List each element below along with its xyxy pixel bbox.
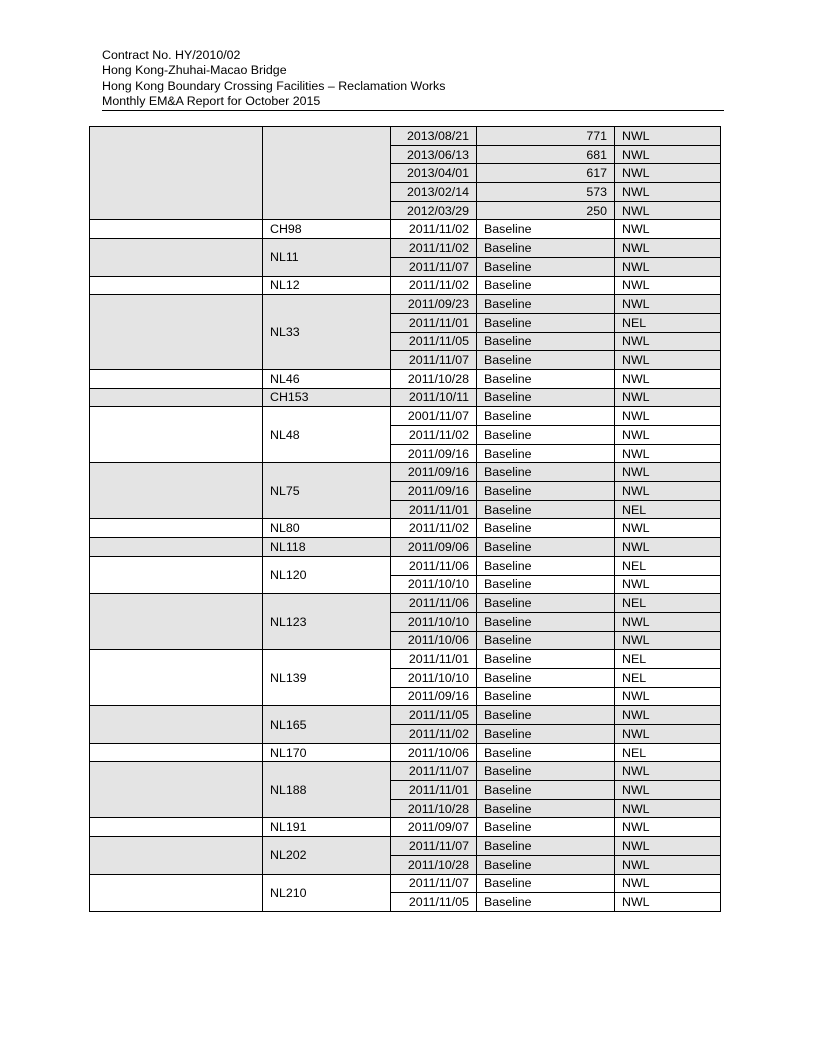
station-id-cell: NL188: [263, 762, 391, 818]
reference-cell: NWL: [615, 332, 721, 351]
date-cell: 2011/11/02: [391, 725, 477, 744]
table-row: [90, 743, 721, 762]
date-cell: 2013/04/01: [391, 164, 477, 183]
reference-cell: NEL: [615, 500, 721, 519]
station-id-cell: NL118: [263, 538, 391, 557]
value-cell: Baseline: [477, 725, 615, 744]
group-cell: [90, 295, 263, 370]
value-cell: Baseline: [477, 538, 615, 557]
group-cell: [90, 463, 263, 519]
value-cell: Baseline: [477, 631, 615, 650]
reference-cell: NWL: [615, 799, 721, 818]
value-cell: Baseline: [477, 855, 615, 874]
reference-cell: NWL: [615, 837, 721, 856]
station-id-cell: NL123: [263, 594, 391, 650]
date-cell: 2011/11/01: [391, 781, 477, 800]
reference-cell: NWL: [615, 220, 721, 239]
reference-cell: NWL: [615, 575, 721, 594]
date-cell: 2011/11/01: [391, 500, 477, 519]
date-cell: 2011/10/28: [391, 369, 477, 388]
group-cell: [90, 538, 263, 557]
station-id-cell: NL139: [263, 650, 391, 706]
value-cell: Baseline: [477, 482, 615, 501]
contract-number: Contract No. HY/2010/02: [102, 48, 241, 62]
group-cell: [90, 818, 263, 837]
value-cell: Baseline: [477, 426, 615, 445]
table-row: [90, 127, 721, 146]
date-cell: 2011/11/07: [391, 257, 477, 276]
reference-cell: NEL: [615, 668, 721, 687]
value-cell: Baseline: [477, 369, 615, 388]
project-subtitle: Hong Kong Boundary Crossing Facilities – Reclamation Works: [102, 78, 446, 93]
reference-cell: NWL: [615, 127, 721, 146]
group-cell: [90, 837, 263, 874]
date-cell: 2013/06/13: [391, 145, 477, 164]
group-cell: [90, 594, 263, 650]
station-id-cell: NL46: [263, 369, 391, 388]
reference-cell: NWL: [615, 631, 721, 650]
station-id-cell: CH153: [263, 388, 391, 407]
reference-cell: NWL: [615, 687, 721, 706]
date-cell: 2011/10/28: [391, 855, 477, 874]
table-row: [90, 538, 721, 557]
date-cell: 2012/03/29: [391, 201, 477, 220]
value-cell: Baseline: [477, 295, 615, 314]
date-cell: 2011/10/10: [391, 575, 477, 594]
date-cell: 2011/11/02: [391, 519, 477, 538]
table-row: [90, 220, 721, 239]
reference-cell: NWL: [615, 426, 721, 445]
value-cell: 681: [477, 145, 615, 164]
reference-cell: NWL: [615, 257, 721, 276]
station-id-cell: NL12: [263, 276, 391, 295]
reference-cell: NWL: [615, 276, 721, 295]
date-cell: 2011/11/05: [391, 706, 477, 725]
reference-cell: NWL: [615, 407, 721, 426]
reference-cell: NWL: [615, 369, 721, 388]
date-cell: 2011/10/06: [391, 631, 477, 650]
reference-cell: NWL: [615, 444, 721, 463]
reference-cell: NWL: [615, 482, 721, 501]
value-cell: Baseline: [477, 781, 615, 800]
table-row: [90, 369, 721, 388]
date-cell: 2011/09/06: [391, 538, 477, 557]
value-cell: Baseline: [477, 874, 615, 893]
header-divider: [102, 110, 724, 111]
reference-cell: NWL: [615, 781, 721, 800]
reference-cell: NWL: [615, 388, 721, 407]
value-cell: Baseline: [477, 650, 615, 669]
date-cell: 2011/11/06: [391, 556, 477, 575]
date-cell: 2011/09/16: [391, 444, 477, 463]
station-id-cell: NL191: [263, 818, 391, 837]
value-cell: Baseline: [477, 388, 615, 407]
date-cell: 2013/02/14: [391, 183, 477, 202]
table-row: [90, 239, 721, 258]
station-id-cell: NL80: [263, 519, 391, 538]
table-row: [90, 295, 721, 314]
table-row: [90, 837, 721, 856]
station-id-cell: NL33: [263, 295, 391, 370]
station-id-cell: NL165: [263, 706, 391, 743]
date-cell: 2011/10/10: [391, 668, 477, 687]
date-cell: 2011/11/02: [391, 426, 477, 445]
value-cell: 250: [477, 201, 615, 220]
value-cell: 771: [477, 127, 615, 146]
date-cell: 2011/10/06: [391, 743, 477, 762]
reference-cell: NWL: [615, 874, 721, 893]
group-cell: [90, 650, 263, 706]
reference-cell: NWL: [615, 893, 721, 912]
date-cell: 2011/11/06: [391, 594, 477, 613]
reference-cell: NWL: [615, 519, 721, 538]
station-id-cell: NL48: [263, 407, 391, 463]
group-cell: [90, 276, 263, 295]
reference-cell: NWL: [615, 145, 721, 164]
value-cell: Baseline: [477, 313, 615, 332]
value-cell: Baseline: [477, 799, 615, 818]
reference-cell: NEL: [615, 650, 721, 669]
table-body: [90, 127, 721, 912]
reference-cell: NWL: [615, 818, 721, 837]
report-title: Monthly EM&A Report for October 2015: [102, 94, 321, 109]
value-cell: Baseline: [477, 220, 615, 239]
group-cell: [90, 706, 263, 743]
group-cell: [90, 369, 263, 388]
reference-cell: NEL: [615, 594, 721, 613]
station-id-cell: NL75: [263, 463, 391, 519]
reference-cell: NWL: [615, 183, 721, 202]
date-cell: 2011/11/05: [391, 332, 477, 351]
table-row: [90, 706, 721, 725]
table-row: [90, 463, 721, 482]
station-id-cell: [263, 127, 391, 220]
reference-cell: NWL: [615, 463, 721, 482]
date-cell: 2011/11/02: [391, 276, 477, 295]
station-id-cell: NL11: [263, 239, 391, 276]
value-cell: Baseline: [477, 351, 615, 370]
value-cell: Baseline: [477, 257, 615, 276]
value-cell: Baseline: [477, 500, 615, 519]
group-cell: [90, 239, 263, 276]
value-cell: 617: [477, 164, 615, 183]
reference-cell: NWL: [615, 725, 721, 744]
station-id-cell: NL202: [263, 837, 391, 874]
value-cell: Baseline: [477, 444, 615, 463]
value-cell: Baseline: [477, 463, 615, 482]
group-cell: [90, 127, 263, 220]
table-row: [90, 818, 721, 837]
monitoring-table: [89, 126, 721, 912]
date-cell: 2011/11/07: [391, 762, 477, 781]
date-cell: 2011/09/16: [391, 482, 477, 501]
date-cell: 2011/10/28: [391, 799, 477, 818]
date-cell: 2011/11/02: [391, 220, 477, 239]
value-cell: Baseline: [477, 575, 615, 594]
station-id-cell: NL170: [263, 743, 391, 762]
table-row: [90, 556, 721, 575]
table-row: [90, 650, 721, 669]
reference-cell: NWL: [615, 855, 721, 874]
table-row: [90, 388, 721, 407]
value-cell: Baseline: [477, 407, 615, 426]
reference-cell: NWL: [615, 164, 721, 183]
value-cell: Baseline: [477, 519, 615, 538]
reference-cell: NWL: [615, 612, 721, 631]
group-cell: [90, 556, 263, 593]
date-cell: 2011/09/16: [391, 463, 477, 482]
reference-cell: NEL: [615, 743, 721, 762]
project-name: Hong Kong-Zhuhai-Macao Bridge: [102, 63, 287, 78]
group-cell: [90, 407, 263, 463]
value-cell: 573: [477, 183, 615, 202]
date-cell: 2011/11/05: [391, 893, 477, 912]
group-cell: [90, 743, 263, 762]
date-cell: 2011/09/16: [391, 687, 477, 706]
station-id-cell: NL210: [263, 874, 391, 911]
value-cell: Baseline: [477, 276, 615, 295]
value-cell: Baseline: [477, 837, 615, 856]
value-cell: Baseline: [477, 668, 615, 687]
table-row: [90, 276, 721, 295]
group-cell: [90, 388, 263, 407]
value-cell: Baseline: [477, 239, 615, 258]
group-cell: [90, 874, 263, 911]
station-id-cell: NL120: [263, 556, 391, 593]
table-row: [90, 762, 721, 781]
date-cell: 2011/09/23: [391, 295, 477, 314]
reference-cell: NWL: [615, 295, 721, 314]
table-row: [90, 407, 721, 426]
date-cell: 2011/11/07: [391, 837, 477, 856]
date-cell: 2011/11/01: [391, 650, 477, 669]
table-row: [90, 874, 721, 893]
group-cell: [90, 762, 263, 818]
date-cell: 2011/10/10: [391, 612, 477, 631]
reference-cell: NEL: [615, 556, 721, 575]
date-cell: 2011/11/07: [391, 874, 477, 893]
date-cell: 2013/08/21: [391, 127, 477, 146]
value-cell: Baseline: [477, 332, 615, 351]
date-cell: 2011/11/02: [391, 239, 477, 258]
group-cell: [90, 519, 263, 538]
reference-cell: NEL: [615, 313, 721, 332]
value-cell: Baseline: [477, 818, 615, 837]
reference-cell: NWL: [615, 239, 721, 258]
reference-cell: NWL: [615, 351, 721, 370]
value-cell: Baseline: [477, 893, 615, 912]
value-cell: Baseline: [477, 612, 615, 631]
value-cell: Baseline: [477, 556, 615, 575]
value-cell: Baseline: [477, 762, 615, 781]
date-cell: 2011/09/07: [391, 818, 477, 837]
table-row: [90, 594, 721, 613]
date-cell: 2001/11/07: [391, 407, 477, 426]
date-cell: 2011/11/07: [391, 351, 477, 370]
reference-cell: NWL: [615, 706, 721, 725]
date-cell: 2011/10/11: [391, 388, 477, 407]
value-cell: Baseline: [477, 687, 615, 706]
group-cell: [90, 220, 263, 239]
table-row: [90, 519, 721, 538]
reference-cell: NWL: [615, 762, 721, 781]
report-header: [102, 48, 445, 110]
reference-cell: NWL: [615, 201, 721, 220]
date-cell: 2011/11/01: [391, 313, 477, 332]
value-cell: Baseline: [477, 706, 615, 725]
value-cell: Baseline: [477, 594, 615, 613]
value-cell: Baseline: [477, 743, 615, 762]
reference-cell: NWL: [615, 538, 721, 557]
station-id-cell: CH98: [263, 220, 391, 239]
